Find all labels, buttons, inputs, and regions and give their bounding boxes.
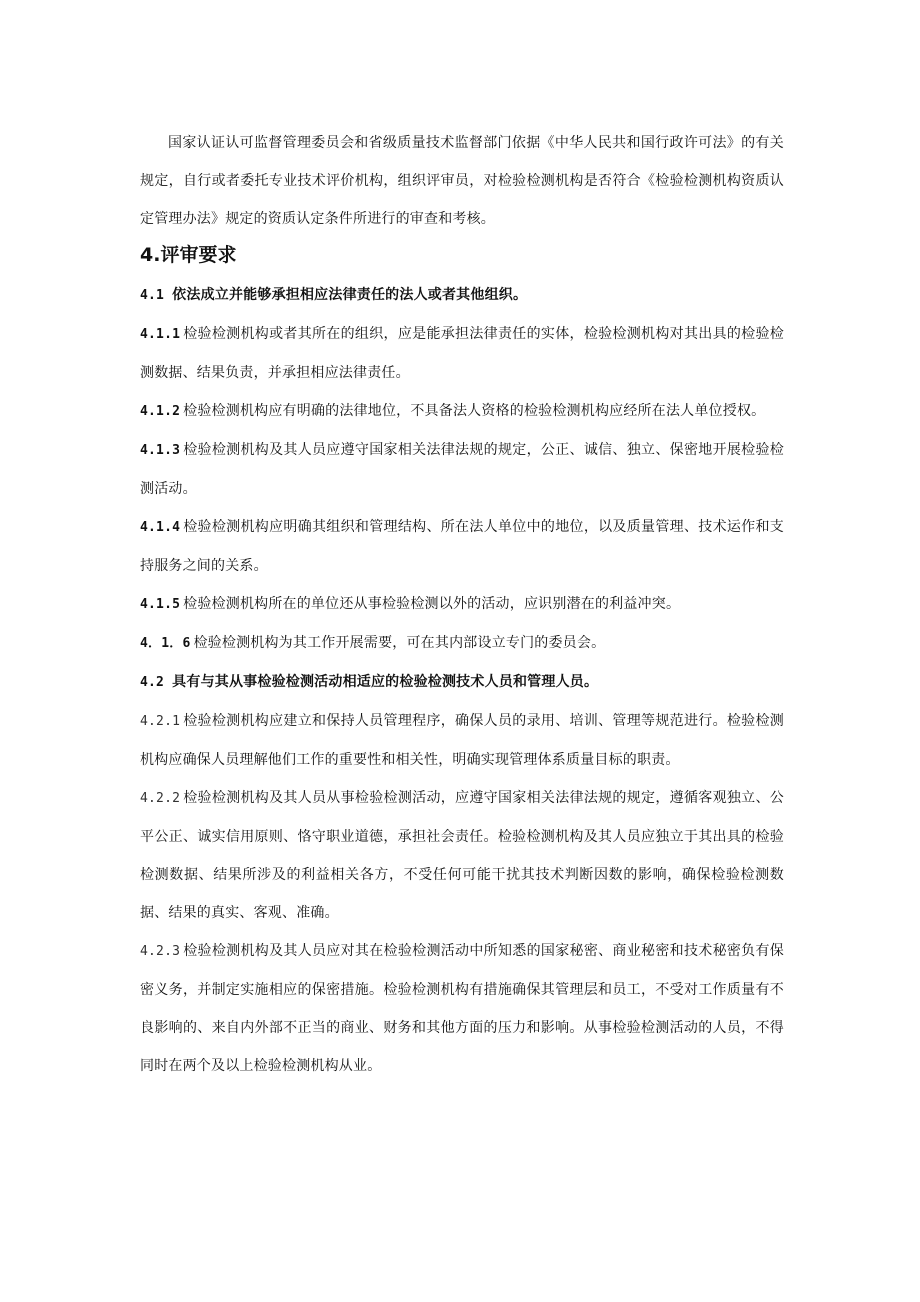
clause-text: 检验检测机构或者其所在的组织，应是能承担法律责任的实体，检验检测机构对其出具的检验检测数据、结果负责，并承担相应法律责任。 bbox=[140, 326, 784, 381]
clause-number: 4.1.3 bbox=[140, 443, 181, 458]
clause-4-1-3 bbox=[140, 431, 784, 508]
intro-paragraph: 国家认证认可监督管理委员会和省级质量技术监督部门依据《中华人民共和国行政许可法》的有关规定，自行或者委托专业技术评价机构，组织评审员，对检验检测机构是否符合《检验检测机构资质认定管理办法》规定的资质认定条件所进行的审查和考核。 bbox=[140, 135, 784, 227]
document-body bbox=[140, 124, 784, 1085]
clause-number: 4.1.2 bbox=[140, 404, 181, 419]
clause-number: 4.2.3 bbox=[140, 944, 181, 959]
clause-text: 检验检测机构应建立和保持人员管理程序，确保人员的录用、培训、管理等规范进行。检验检测机构应确保人员理解他们工作的重要性和相关性，明确实现管理体系质量目标的职责。 bbox=[140, 713, 784, 768]
clause-4-1-4 bbox=[140, 508, 784, 585]
clause-4-1-6 bbox=[140, 624, 784, 663]
clause-4-1-2 bbox=[140, 392, 784, 431]
section-title: 具有与其从事检验检测活动相适应的检验检测技术人员和管理人员。 bbox=[172, 674, 599, 690]
clause-text: 检验检测机构及其人员从事检验检测活动，应遵守国家相关法律法规的规定，遵循客观独立、公平公正、诚实信用原则、恪守职业道德，承担社会责任。检验检测机构及其人员应独立于其出具的检验检测数据、结果所涉及的利益相关各方，不受任何可能干扰其技术判断因数的影响，确保检验检测数据、结果的真实、客观、准确。 bbox=[140, 790, 784, 921]
clause-text: 检验检测机构及其人员应遵守国家相关法律法规的规定，公正、诚信、独立、保密地开展检验检测活动。 bbox=[140, 442, 784, 497]
clause-number: 4.2.2 bbox=[140, 791, 181, 806]
section-4-1-title bbox=[140, 276, 784, 315]
clause-4-2-1 bbox=[140, 702, 784, 779]
clause-text: 检验检测机构为其工作开展需要，可在其内部设立专门的委员会。 bbox=[193, 635, 606, 651]
clause-number: 4.1.1 bbox=[140, 327, 181, 342]
clause-4-2-3 bbox=[140, 932, 784, 1085]
section-heading-4: 4.评审要求 bbox=[140, 244, 237, 266]
section-4-2-title bbox=[140, 663, 784, 702]
clause-text: 检验检测机构所在的单位还从事检验检测以外的活动，应识别潜在的利益冲突。 bbox=[183, 596, 681, 612]
clause-text: 检验检测机构应有明确的法律地位，不具备法人资格的检验检测机构应经所在法人单位授权。 bbox=[183, 403, 766, 419]
clause-number: 4．1．6 bbox=[140, 636, 191, 651]
clause-4-1-5 bbox=[140, 585, 784, 624]
section-title: 依法成立并能够承担相应法律责任的法人或者其他组织。 bbox=[172, 287, 528, 303]
section-number: 4.1 bbox=[140, 288, 165, 303]
clause-4-1-1 bbox=[140, 315, 784, 392]
section-number: 4.2 bbox=[140, 675, 165, 690]
clause-text: 检验检测机构应明确其组织和管理结构、所在法人单位中的地位，以及质量管理、技术运作和支持服务之间的关系。 bbox=[140, 519, 784, 574]
clause-number: 4.1.4 bbox=[140, 520, 181, 535]
clause-4-2-2 bbox=[140, 779, 784, 932]
clause-number: 4.1.5 bbox=[140, 597, 181, 612]
clause-number: 4.2.1 bbox=[140, 714, 181, 729]
clause-text: 检验检测机构及其人员应对其在检验检测活动中所知悉的国家秘密、商业秘密和技术秘密负有保密义务，并制定实施相应的保密措施。检验检测机构有措施确保其管理层和员工，不受对工作质量有不良影响的、来自内外部不正当的商业、财务和其他方面的压力和影响。从事检验检测活动的人员，不得同时在两个及以上检验检测机构从业。 bbox=[140, 943, 784, 1074]
